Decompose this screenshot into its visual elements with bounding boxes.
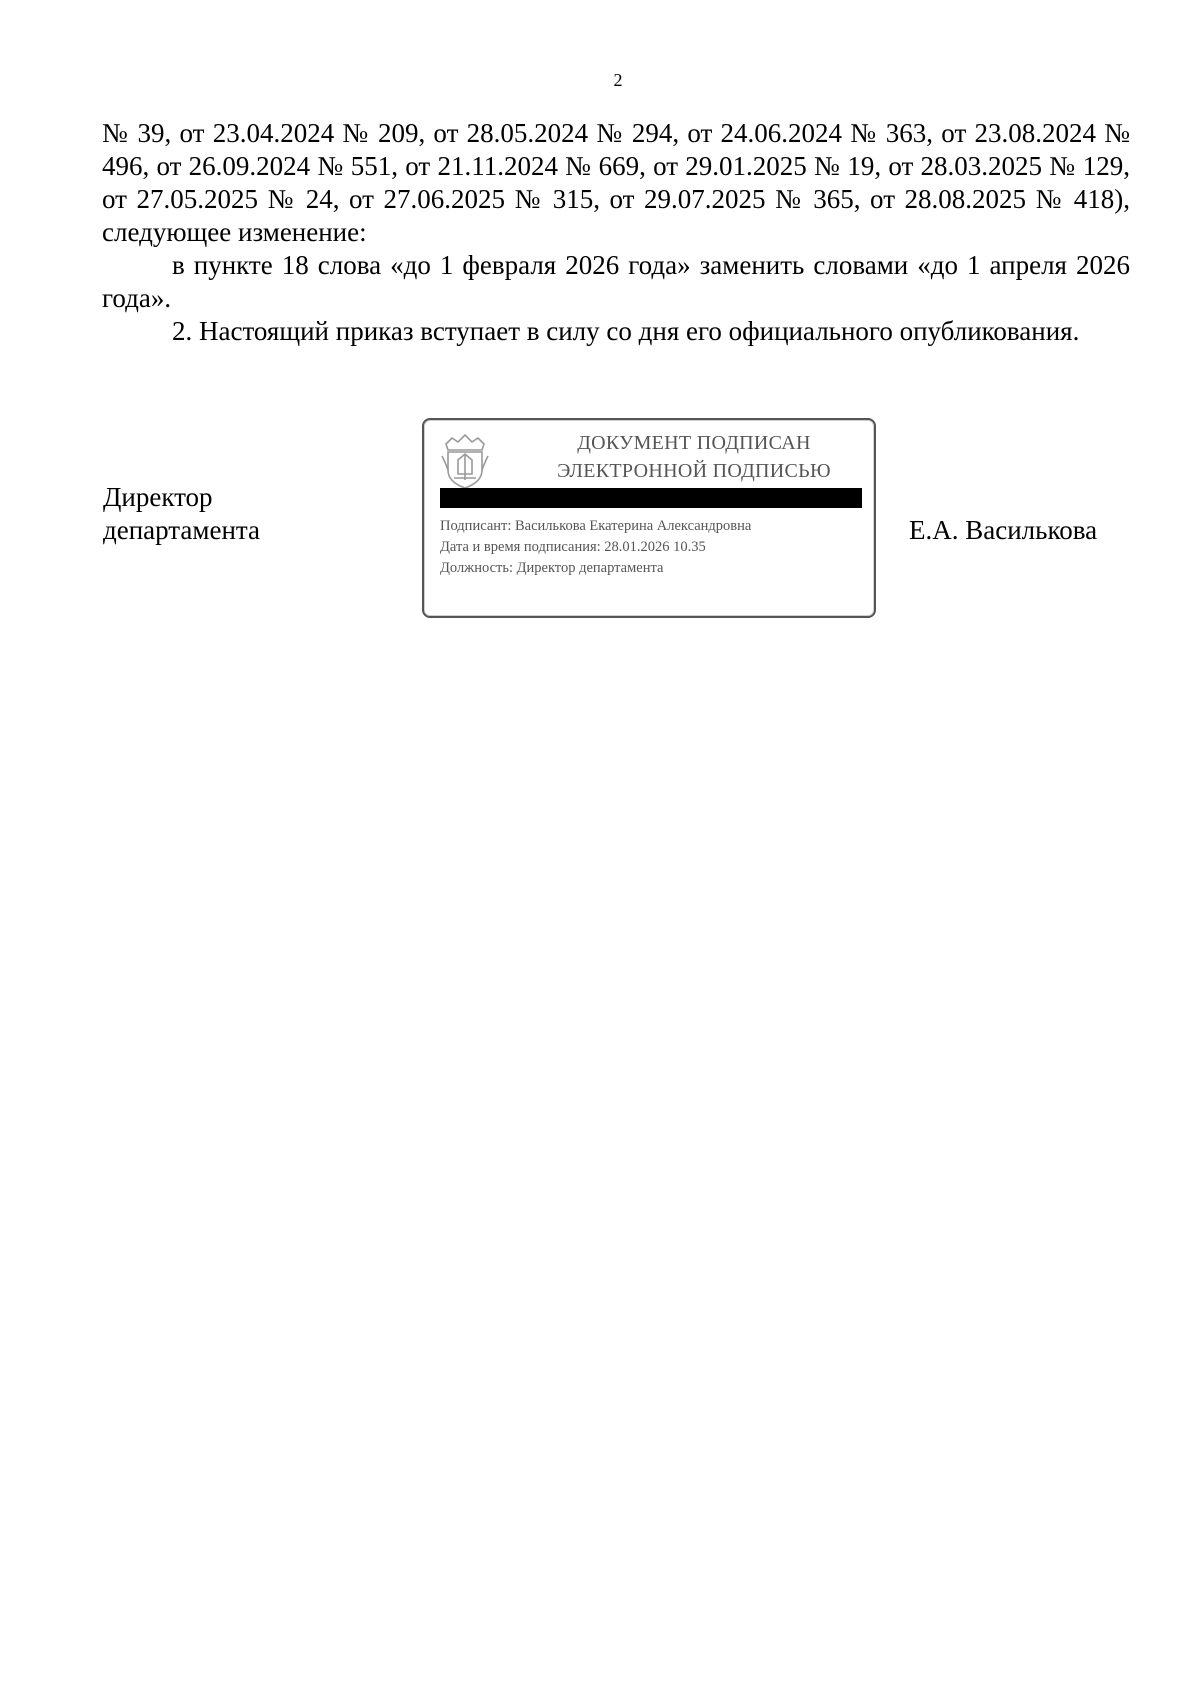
electronic-signature-stamp xyxy=(422,418,876,618)
stamp-details xyxy=(440,516,751,579)
paragraph-effective: 2. Настоящий приказ вступает в силу со дня его официального опубликования. xyxy=(172,316,1080,346)
stamp-title-line-2: ЭЛЕКТРОННОЙ ПОДПИСЬЮ xyxy=(557,460,831,482)
position-line-1: Директор xyxy=(103,482,213,512)
signatory-name: Е.А. Василькова xyxy=(909,515,1098,545)
stamp-title xyxy=(524,429,864,485)
signatory-position xyxy=(103,481,260,547)
document-body xyxy=(102,117,1130,348)
stamp-datetime: Дата и время подписания: 28.01.2026 10.35 xyxy=(440,539,706,555)
stamp-position: Должность: Директор департамента xyxy=(440,560,664,576)
paragraph-amendment-list: № 39, от 23.04.2024 № 209, от 28.05.2024 № 294, от 24.06.2024 № 363, от 23.08.2024 № 496, от 26.09.2024 № 551, от 21.11.2024 № 669, от 29.01.2025 № 19, от 28.03.2025 № 129, от 27.05.2025 № 24, от 27.06.2025 № 315, от 29.07.2025 № 365, от 28.08.2025 № 418), следующее изменение: xyxy=(102,118,1130,247)
stamp-title-line-1: ДОКУМЕНТ ПОДПИСАН xyxy=(577,432,811,454)
paragraph-change: в пункте 18 слова «до 1 февраля 2026 года» заменить словами «до 1 апреля 2026 года». xyxy=(102,250,1130,313)
position-line-2: департамента xyxy=(103,515,261,545)
stamp-signer: Подписант: Василькова Екатерина Александровна xyxy=(440,518,752,534)
page-number: 2 xyxy=(613,70,623,90)
redaction-bar xyxy=(440,488,862,508)
coat-of-arms-icon xyxy=(438,430,492,490)
